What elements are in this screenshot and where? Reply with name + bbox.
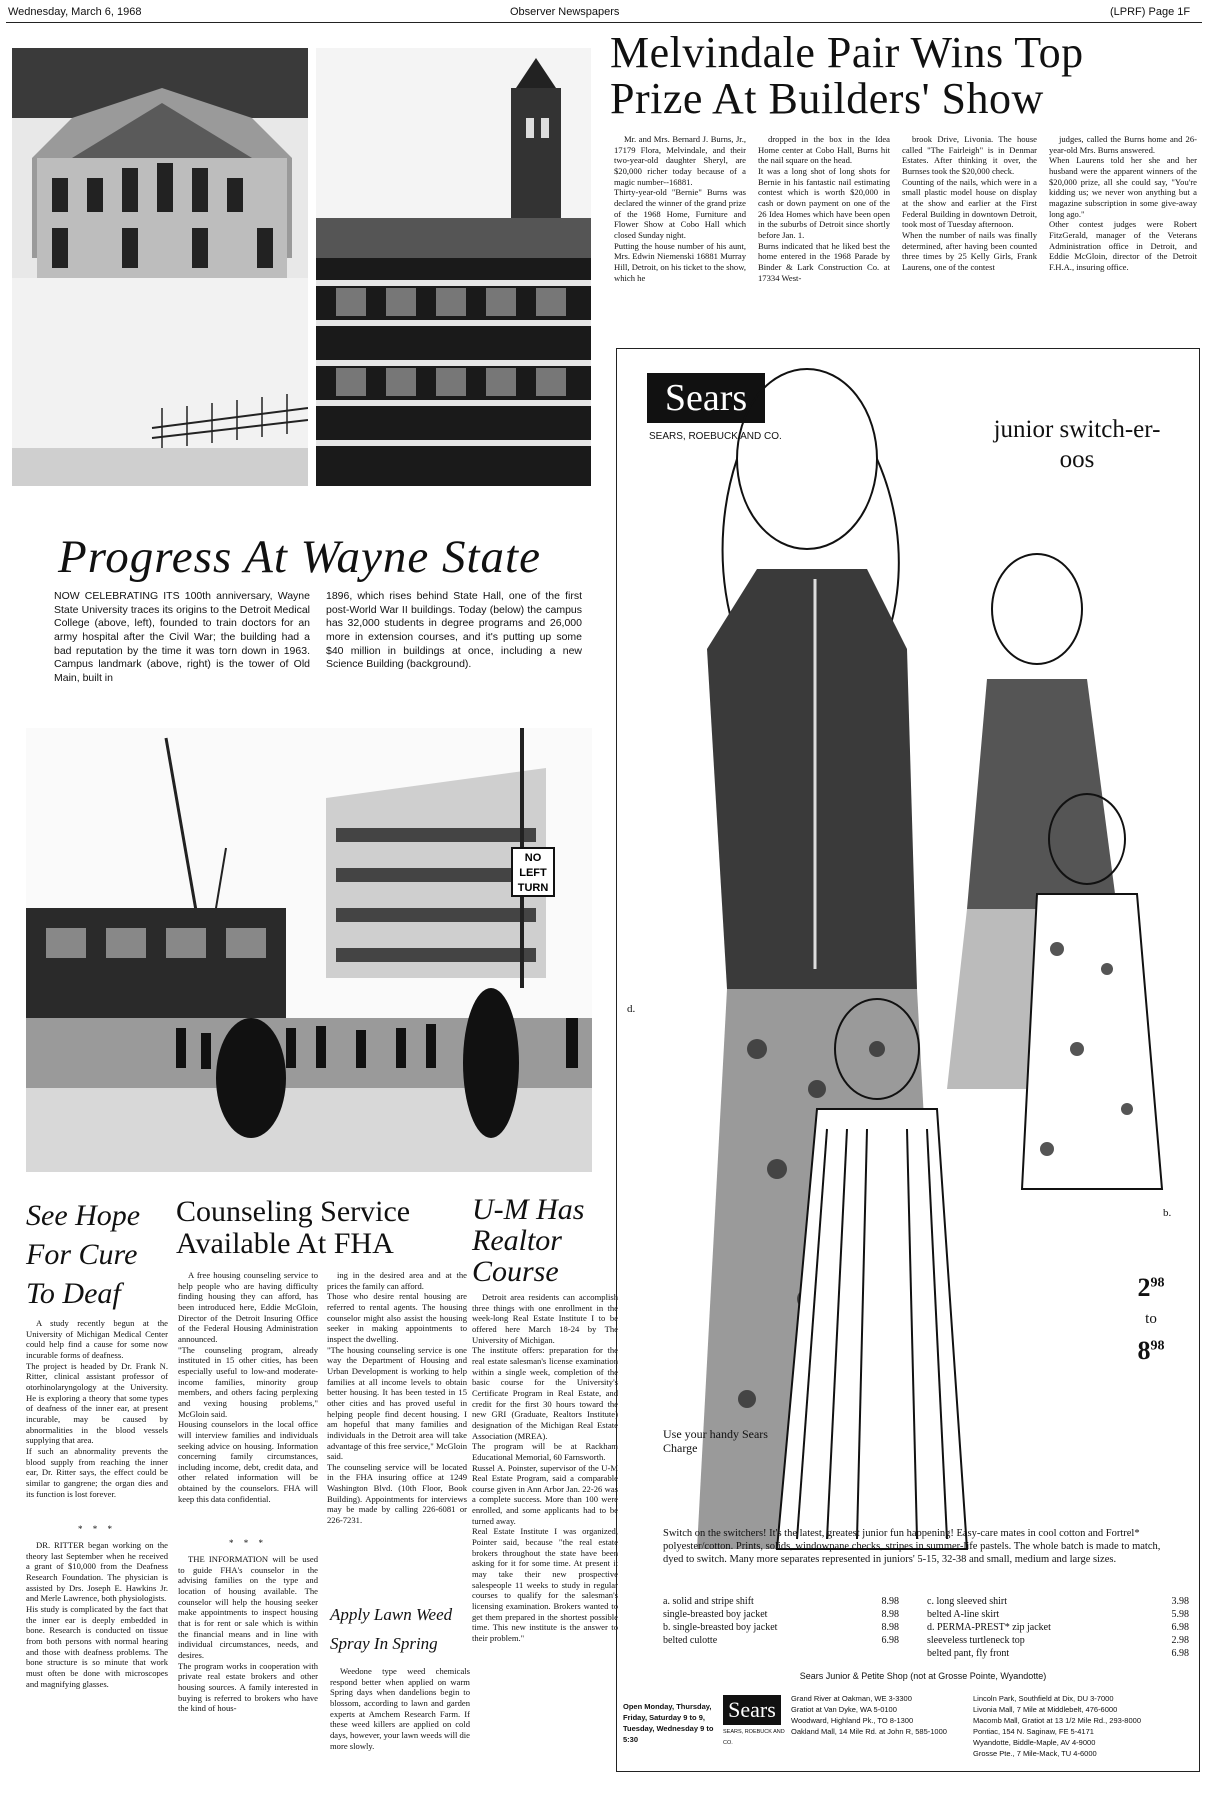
fha-text-2: ing in the desired area and at the prices the family can afford. Those who desire rental housing are referred to rental agents. The housing counselor might also assist the housing seeker in making appointments to inspect the dwelling. "The housing counseling service is one way the Department of Housing and Urban Development is working to help families at all income levels to obtain better housing. It has been tested in 15 other cities and has proved useful in helping people find decent housing. I am hopeful that many families and individuals in the Detroit area will take advantage of this free service," McGloin said. The counseling service will be located in the FHA insuring office at 1249 Washington Blvd. (10th Floor, Book Building). Appointments for interviews may be made by calling 226-6081 or 226-7231.: [327, 1270, 467, 1526]
deaf-body-2: [26, 1540, 168, 1776]
sears-hours: Open Monday, Thursday, Friday, Saturday 9 to 9, Tuesday, Wednesday 9 to 5:30: [623, 1702, 714, 1744]
item-price: 3.98: [1171, 1596, 1189, 1607]
store-item: Gratiot at Van Dyke, WA 5-0100: [791, 1705, 897, 1714]
masthead-paper: Observer Newspapers: [510, 6, 620, 18]
figure-label-b: b.: [1163, 1207, 1172, 1219]
store-item: Lincoln Park, Southfield at Dix, DU 3-7000: [973, 1694, 1114, 1703]
um-text: Detroit area residents can accomplish three things with one enrollment in the week-long Real Estate Institute I to be offered here March 18-24 by The University of Michigan. The institute offers: preparation for the real estate salesman's license examination within a single week, completion of the basic course for the University's Certificate Program in Real Estate, and credit for the first 30 hours toward the new GRI (Graduate, Realtors Institute) designation of the Michigan Real Estate Association (MREA). The program will be at Rackham Educational Memorial, 60 Farnsworth. Russel A. Poinster, supervisor of the U-M Real Estate Program, said a comparable course given in Ann Arbor Jan. 22-26 was a complete success. More than 100 were enrolled, and some applicants had to be turned away. Real Estate Institute I was organized, Pointer said, because "the real estate brokers throughout the state have been asking for it for some time. At present it may take their new prospective salespeople 11 weeks to study in regular courses to qualify for the salesman's licensing examination. Brokers wanted to get them prepared in the shortest possible time. This new institute is the answer to their problem.": [472, 1292, 618, 1643]
price-range: [1111, 1273, 1191, 1366]
item-price: 6.98: [1171, 1648, 1189, 1659]
store-item: Oakland Mall, 14 Mile Rd. at John R, 585-1000: [791, 1727, 947, 1736]
item-label: single-breasted boy jacket: [663, 1609, 768, 1620]
item-price: 8.98: [881, 1622, 899, 1633]
um-headline: U-M Has Realtor Course: [472, 1193, 585, 1288]
wayne-headline: Progress At Wayne State: [58, 531, 541, 583]
photo-old-main-tower: [316, 48, 591, 486]
item-row: [927, 1621, 1189, 1634]
store-item: Woodward, Highland Pk., TO 8-1300: [791, 1716, 914, 1725]
lawn-headline: Apply Lawn Weed Spray In Spring: [330, 1605, 453, 1653]
melvindale-text-4: judges, called the Burns home and 26-year-old Mrs. Burns answered. When Laurens told her she and her husband were the apparent winners of the $20,000 prize, all she could say, "You're kidding us; we never won anything but a magazine subscription in some give-away long ago." Other contest judges were Robert FitzGerald, manager of the Veterans Administration office in Detroit, and Eddie McGloin, director of the Detroit F.H.A., insuring office.: [1049, 134, 1197, 272]
item-label: a. solid and stripe shift: [663, 1596, 754, 1607]
fha-text-1b: THE INFORMATION will be used to guide FHA's counselor in the advising families on the type and location of housing available. The counselor will help the housing seeker make appointments to inspect housing that is for rent or sale which is within the financial means and in line with individual circumstances, needs, and desires. The program works in cooperation with private real estate brokers and other housing sources. A family interested in buying is referred to brokers who have the kind of hous-: [178, 1554, 318, 1714]
deaf-headline: See Hope For Cure To Deaf: [26, 1199, 141, 1310]
item-price: 2.98: [1171, 1635, 1189, 1646]
photo-medical-college: [12, 48, 308, 486]
melvindale-col-4: [1049, 134, 1197, 330]
sign-turn-line: TURN: [517, 882, 549, 894]
sears-ad: [616, 348, 1200, 1772]
deaf-text-2: DR. RITTER began working on the theory last September when he received a grant of $10,000 from the Deafness Research Foundation. The physician is assisted by Drs. Joseph E. Hawkins Jr. and Merle Lawrence, both physiologists. His study is complicated by the fact that the inner ear is deeply embedded in bone. Research is conducted on tissue from both persons with normal hearing and those with deafness problems. The bone structure is so minute that work must often be done with microscopes and magnifying glasses.: [26, 1540, 168, 1689]
item-row: [927, 1595, 1189, 1608]
item-row: [663, 1595, 899, 1608]
store-item: Wyandotte, Biddle-Maple, AV 4-9000: [973, 1738, 1096, 1747]
fha-col-1b: [178, 1554, 318, 1776]
price-low-cents: 98: [1150, 1275, 1165, 1291]
item-row: [663, 1621, 899, 1634]
item-row: [663, 1634, 899, 1647]
item-price: 8.98: [881, 1609, 899, 1620]
item-price: 5.98: [1171, 1609, 1189, 1620]
item-price: 6.98: [881, 1635, 899, 1646]
melvindale-text-3: brook Drive, Livonia. The house called "The Fairleigh" is in Denmar Estates. After thinking it over, the Burnses took the $20,000 check. Counting of the nails, which were in a small plastic model house on display at the show and earlier at the First Federal Building in downtown Detroit, took most of Tuesday afternoon. When the number of nails was finally determined, after having been counted three times by 25 Kelly Girls, Frank Laurens, one of the contest: [902, 134, 1037, 272]
price-to: to: [1145, 1311, 1157, 1327]
sears-shop-line: Sears Junior & Petite Shop (not at Grosse Pointe, Wyandotte): [799, 1671, 1047, 1681]
deaf-stars: * * *: [78, 1524, 116, 1534]
sears-company: SEARS, ROEBUCK AND CO.: [649, 431, 782, 442]
melvindale-text-1: Mr. and Mrs. Bernard J. Burns, Jr., 17179 Flora, Melvindale, and their two-year-old daughter Sheryl, are $20,000 richer today because of a magic number--16881. Thirty-year-old "Bernie" Burns was declared the winner of the grand prize of the 1968 Home, Furniture and Flower Show at Cobo Hall which closed Sunday night. Putting the house number of his aunt, Mrs. Edwin Niemenski 16881 Murray Hill, Detroit, on his ticket to the show, which he: [614, 134, 746, 283]
sears-items-left: [663, 1595, 899, 1647]
store-item: Pontiac, 154 N. Saginaw, FE 5-4171: [973, 1727, 1094, 1736]
item-label: c. long sleeved shirt: [927, 1596, 1007, 1607]
sears-tagline: junior switch-er-oos: [993, 416, 1161, 473]
sears-footer-logo: Sears: [723, 1695, 781, 1725]
item-row: [927, 1647, 1189, 1660]
lawn-text: Weedone type weed chemicals respond better when applied on warm Spring days when dandelions begin to blossom, according to lawn and garden experts at Amchem Research Farm. If these weed killers are applied on cold days, however, your lawn weeds will die more slowly.: [330, 1666, 470, 1751]
melvindale-col-1: [614, 134, 746, 330]
lawn-body: [330, 1666, 470, 1778]
um-body: [472, 1292, 618, 1778]
sears-footer-company: SEARS, ROEBUCK AND CO.: [723, 1729, 785, 1746]
sears-footer: [623, 1691, 1189, 1763]
price-high-dollars: 8: [1137, 1336, 1151, 1365]
item-label: b. single-breasted boy jacket: [663, 1622, 778, 1633]
wayne-caption-right: 1896, which rises behind State Hall, one of the first post-World War II buildings. Today (below) the campus has 32,000 students in degree programs and 26,000 more in extension courses, and it's putting up some $40 million in buildings at once, including a new Science Building (background).: [326, 590, 582, 671]
wayne-caption-left: NOW CELEBRATING ITS 100th anniversary, Wayne State University traces its origins to the Detroit Medical College (above, left), founded to train doctors for an army hospital after the Civil War; the building had a bad reputation by the time it was torn down in 1963. Campus landmark (above, right) is the tower of Old Main, built in: [54, 590, 310, 684]
masthead-rule: [6, 22, 1202, 23]
sign-left-line: LEFT: [519, 867, 547, 879]
photo-campus-today: [26, 728, 592, 1172]
fha-col-1a: [178, 1270, 318, 1540]
melvindale-text-2: dropped in the box in the Idea Home center at Cobo Hall, Burns hit the nail square on the head. It was a long shot of long shots for Bernie in his fantastic nail estimating contest which is worth $20,000 in cash or down payment on one of the 26 Idea Homes which have been open in the suburbs of Detroit since shortly before Jan. 1. Burns indicated that he liked best the home entered in the 1968 Parade by Binder & Lark Construction Co. at 17334 West-: [758, 134, 890, 283]
fha-headline: Counseling Service Available At FHA: [176, 1195, 411, 1260]
sears-items-right: [927, 1595, 1189, 1660]
store-list-right: [973, 1693, 1187, 1759]
item-label: belted pant, fly front: [927, 1648, 1010, 1659]
store-item: Livonia Mall, 7 Mile at Middlebelt, 476-6000: [973, 1705, 1118, 1714]
store-item: Macomb Mall, Gratiot at 13 1/2 Mile Rd., 293-8000: [973, 1716, 1141, 1725]
item-label: sleeveless turtleneck top: [927, 1635, 1025, 1646]
fha-col-2: [327, 1270, 467, 1590]
item-row: [663, 1608, 899, 1621]
deaf-body-1: [26, 1318, 168, 1524]
sears-logo: Sears: [647, 373, 765, 423]
sign-no-line: NO: [524, 852, 542, 864]
item-label: belted culotte: [663, 1635, 718, 1646]
store-list-left: [791, 1693, 971, 1737]
item-price: 8.98: [881, 1596, 899, 1607]
melvindale-col-3: [902, 134, 1037, 330]
item-row: [927, 1608, 1189, 1621]
item-label: d. PERMA-PREST* zip jacket: [927, 1622, 1051, 1633]
figure-label-d: d.: [627, 1003, 636, 1015]
deaf-text-1: A study recently begun at the University of Michigan Medical Center could help find a cause for some now incurable forms of deafness. The project is headed by Dr. Frank N. Ritter, clinical assistant professor of otorhinolaryngology at the University. He is exploring a theory that some types of deafness of the inner ear, at present incurable, may be caused by abnormalities in the blood vessels supplying that area. If such an abnormality prevents the blood supply from reaching the inner ear, Dr. Ritter says, the effect could be similar to gangrene; the organ dies and its function is lost forever.: [26, 1318, 168, 1499]
store-item: Grand River at Oakman, WE 3-3300: [791, 1694, 912, 1703]
masthead-date: Wednesday, March 6, 1968: [8, 6, 142, 18]
price-high: [1111, 1336, 1191, 1366]
sears-illustration: [617, 349, 1201, 1573]
fha-text-1a: A free housing counseling service to help people who are having difficulty finding housing they can afford, has been introduced here, Eddie McGloin, Director of the Detroit Insuring Office of the Federal Housing Administration announced. "The counseling program, already instituted in 15 other cities, has been especially useful to low-and moderate-income families, minority group members, and others facing perplexing and vexing housing problems," McGloin said. Housing counselors in the local office will interview families and individuals seeking advice on housing. Information concerning family circumstances, including income, debt, credit data, and other related information will be obtained by the counselors. FHA will keep this data confidential.: [178, 1270, 318, 1504]
melvindale-headline: Melvindale Pair Wins Top Prize At Builders' Show: [610, 28, 1084, 123]
item-row: [927, 1634, 1189, 1647]
price-high-cents: 98: [1150, 1338, 1165, 1354]
price-low: [1111, 1273, 1191, 1303]
item-price: 6.98: [1171, 1622, 1189, 1633]
sears-copy: Switch on the switchers! It's the latest, greatest junior fun happening! Easy-care mates in cool cotton and Fortrel* polyester/cotton. Prints, solids, windowpane checks, stripes in summer-life pastels. The whole batch is made to match, dyed to switch. Many more separates represented in juniors' 5-15, 32-38 and small, medium and large sizes.: [663, 1528, 1161, 1565]
store-item: Grosse Pte., 7 Mile-Mack, TU 4-6000: [973, 1749, 1097, 1758]
price-low-dollars: 2: [1137, 1273, 1151, 1302]
sears-charge: Use your handy Sears Charge: [663, 1427, 768, 1455]
melvindale-col-2: [758, 134, 890, 330]
item-label: belted A-line skirt: [927, 1609, 1000, 1620]
masthead-page: (LPRF) Page 1F: [1110, 6, 1191, 18]
fha-stars: * * *: [229, 1538, 267, 1548]
